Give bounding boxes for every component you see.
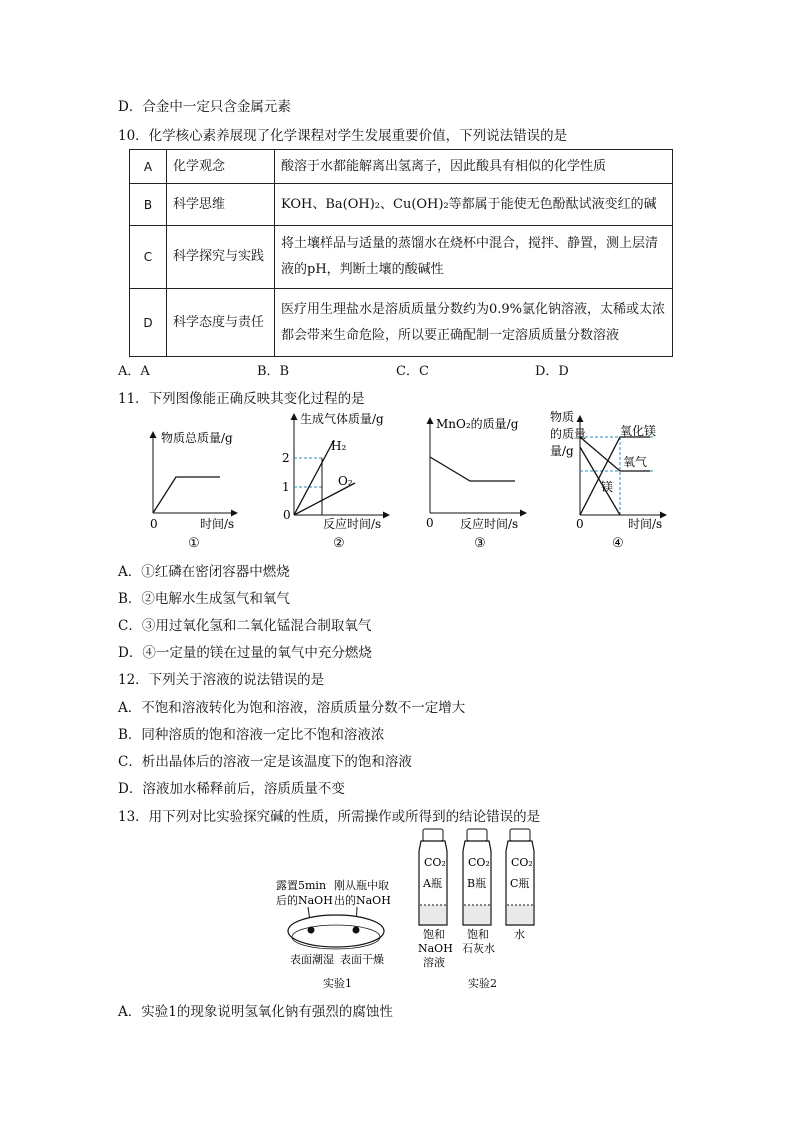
bottle-a-sub-3: 溶液 [423, 956, 445, 969]
graph-4-ylabel-2: 的质量 [550, 427, 587, 441]
naoh-pellet-exposed [308, 927, 315, 934]
graph-2 [282, 411, 388, 551]
bottle-a [418, 829, 453, 969]
bottle-c [506, 829, 534, 941]
graph-1-curve [153, 477, 220, 513]
graph-4-number: ④ [612, 536, 624, 551]
q12-option-a[interactable]: A．不饱和溶液转化为饱和溶液，溶质质量分数不一定增大 [118, 700, 466, 716]
q11-option-a[interactable]: A．①红磷在密闭容器中燃烧 [118, 564, 290, 580]
graph-1 [150, 430, 236, 551]
graph-2-o2-label: O₂ [338, 474, 353, 488]
row-a-text: 酸溶于水都能解离出氢离子，因此酸具有相似的化学性质 [275, 150, 673, 184]
row-c-text: 将土壤样品与适量的蒸馏水在烧杯中混合，搅拌、静置，测上层清液的pH，判断土壤的酸碱性 [275, 226, 673, 289]
option-d-prev: D．合金中一定只含金属元素 [118, 99, 291, 115]
bottle-a-sub-2: NaOH [418, 942, 453, 955]
q10-stem: 10．化学核心素养展现了化学课程对学生发展重要价值，下列说法错误的是 [118, 128, 568, 144]
exp2-caption: 实验2 [468, 977, 497, 990]
graph-1-origin: 0 [150, 517, 158, 531]
q10-option-b[interactable]: B．B [257, 364, 290, 379]
exp1-label-2b: 出的NaOH [334, 894, 391, 907]
row-a-label: A [130, 150, 167, 184]
graph-3-curve [430, 457, 515, 481]
exp1-label-1a: 露置5min [276, 879, 327, 892]
graph-4-o2-label: 氧气 [623, 455, 648, 469]
bottle-c-sub-1: 水 [514, 928, 525, 941]
graph-4-mgo-label: 氧化镁 [620, 424, 657, 438]
h2-line [294, 440, 334, 515]
graph-4-ylabel-3: 量/g [550, 444, 574, 458]
graph-4-ylabel-1: 物质 [550, 410, 575, 424]
mg-curve [580, 447, 620, 515]
graph-3 [426, 416, 525, 551]
exp1-caption: 实验1 [323, 977, 352, 990]
q12-option-b[interactable]: B．同种溶质的饱和溶液一定比不饱和溶液浓 [118, 727, 385, 743]
bottle-a-sub-1: 饱和 [423, 928, 445, 941]
graph-2-xlabel: 反应时间/s [323, 517, 382, 531]
graph-2-origin: 0 [283, 508, 291, 522]
exp1-label-2a: 刚从瓶中取 [334, 879, 389, 892]
q13-stem: 13．用下列对比实验探究碱的性质，所需操作或所得到的结论错误的是 [118, 809, 541, 825]
bottle-b-label: B瓶 [467, 877, 487, 890]
row-b-text: KOH、Ba(OH)₂、Cu(OH)₂等都属于能使无色酚酞试液变红的碱 [275, 184, 673, 226]
bottle-c-label: C瓶 [510, 877, 530, 890]
bottle-c-co2: CO₂ [511, 856, 533, 869]
row-b-category: 科学思维 [167, 184, 275, 226]
q12-stem: 12．下列关于溶液的说法错误的是 [118, 672, 325, 688]
bottle-b-co2: CO₂ [468, 856, 490, 869]
naoh-pellet-fresh [353, 927, 360, 934]
graph-3-ylabel: MnO₂的质量/g [436, 417, 519, 431]
row-c-category: 科学探究与实践 [167, 226, 275, 289]
q10-option-d[interactable]: D．D [535, 364, 569, 379]
bottle-b [462, 829, 495, 955]
exp1-bottom-1: 表面潮湿 [290, 953, 334, 966]
q11-option-b[interactable]: B．②电解水生成氢气和氧气 [118, 591, 290, 607]
graph-4-origin: 0 [576, 517, 584, 531]
q10-table [129, 149, 673, 357]
bottle-b-sub-1: 饱和 [467, 928, 489, 941]
q10-option-a[interactable]: A．A [118, 364, 150, 379]
row-d-text: 医疗用生理盐水是溶质质量分数约为0.9%氯化钠溶液，太稀或太浓都会带来生命危险，所以要正确配制一定溶质质量分数溶液 [275, 289, 673, 357]
experiment-1 [276, 878, 391, 990]
graph-1-xlabel: 时间/s [200, 517, 235, 531]
graph-1-number: ① [188, 536, 200, 551]
q13-option-a[interactable]: A．实验1的现象说明氢氧化钠有强烈的腐蚀性 [118, 1004, 393, 1020]
graph-3-number: ③ [474, 536, 486, 551]
q11-graphs [0, 405, 794, 555]
q12-option-d[interactable]: D．溶液加水稀释前后，溶质质量不变 [118, 781, 345, 797]
watch-glass [288, 915, 384, 947]
graph-2-h2-label: H₂ [331, 439, 347, 453]
graph-4-mg-label: 镁 [601, 480, 614, 494]
q11-option-c[interactable]: C．③用过氧化氢和二氧化锰混合制取氧气 [118, 618, 372, 634]
q13-figure [0, 825, 794, 1000]
graph-3-xlabel: 反应时间/s [460, 517, 519, 531]
graph-2-tick-2: 2 [282, 451, 290, 465]
bottle-b-sub-2: 石灰水 [462, 942, 495, 955]
graph-4-xlabel: 时间/s [628, 517, 663, 531]
graph-2-tick-1: 1 [282, 480, 290, 494]
exp1-bottom-2: 表面干燥 [340, 953, 384, 966]
row-a-category: 化学观念 [167, 150, 275, 184]
q11-stem: 11．下列图像能正确反映其变化过程的是 [118, 391, 365, 407]
row-d-label: D [130, 289, 167, 357]
graph-4 [550, 409, 665, 551]
row-b-label: B [130, 184, 167, 226]
q12-option-c[interactable]: C．析出晶体后的溶液一定是该温度下的饱和溶液 [118, 754, 412, 770]
graph-2-ylabel: 生成气体质量/g [300, 412, 384, 426]
q10-option-c[interactable]: C．C [396, 364, 429, 379]
graph-1-ylabel: 物质总质量/g [161, 431, 233, 445]
row-d-category: 科学态度与责任 [167, 289, 275, 357]
graph-2-number: ② [333, 536, 345, 551]
bottle-a-co2: CO₂ [424, 856, 446, 869]
exp1-label-1b: 后的NaOH [276, 894, 333, 907]
bottle-a-label: A瓶 [423, 877, 442, 890]
graph-3-origin: 0 [426, 516, 434, 530]
row-c-label: C [130, 226, 167, 289]
q11-option-d[interactable]: D．④一定量的镁在过量的氧气中充分燃烧 [118, 645, 372, 661]
experiment-2 [418, 829, 534, 990]
mgo-curve [580, 437, 650, 515]
